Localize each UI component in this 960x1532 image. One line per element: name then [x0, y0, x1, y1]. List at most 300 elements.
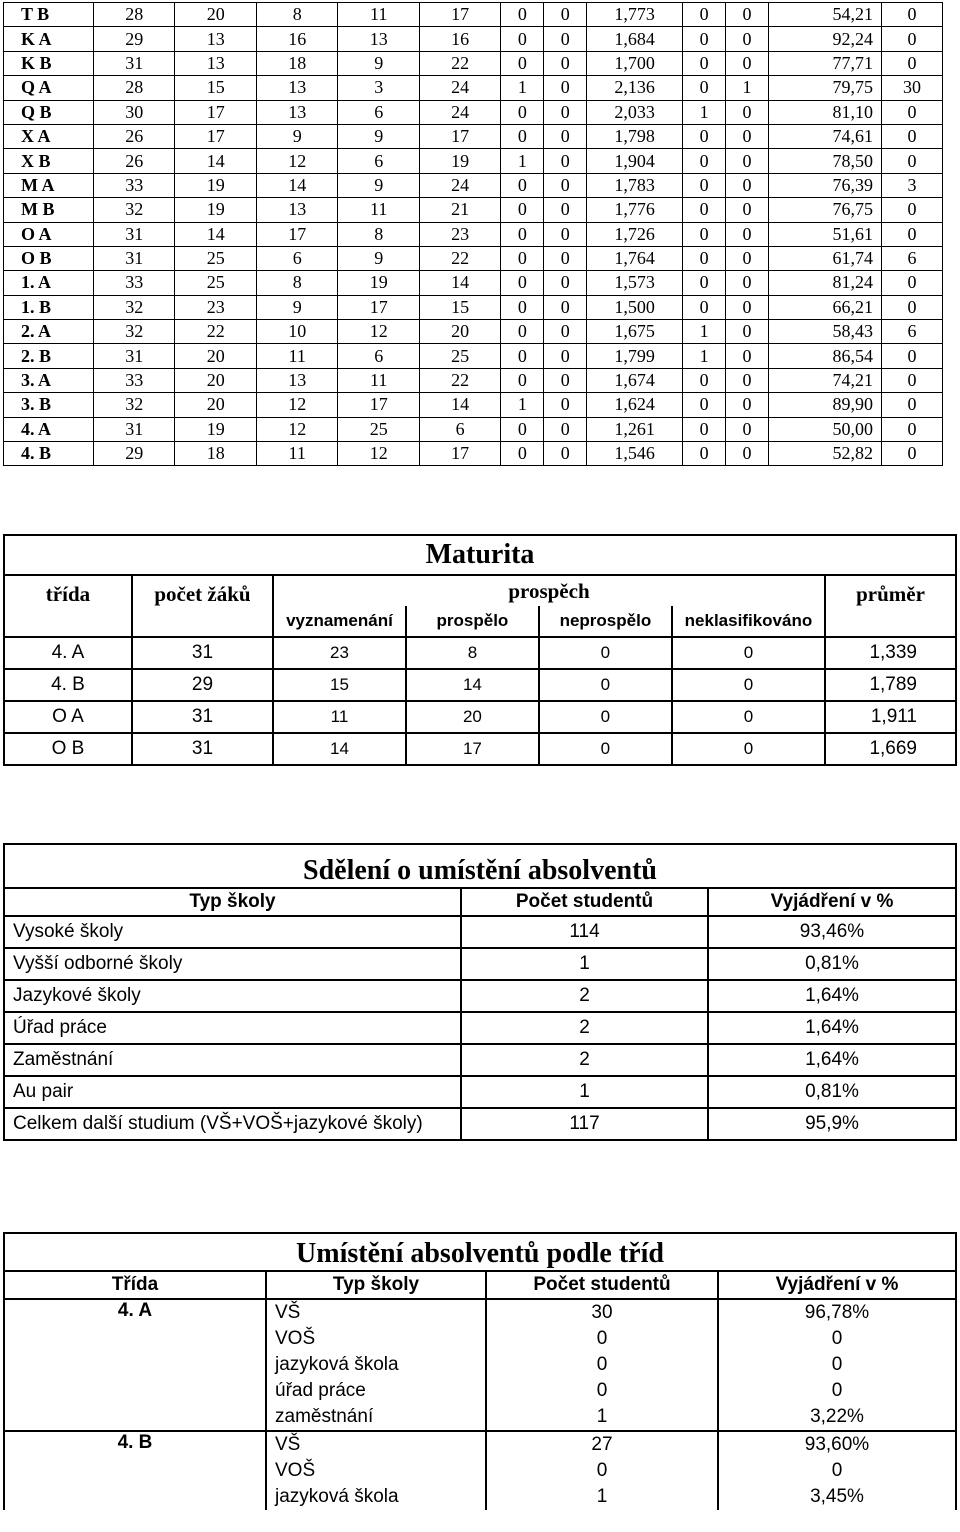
stat-cell: 0 [726, 295, 769, 319]
stat-cell: 13 [175, 27, 256, 51]
stat-cell: 0 [726, 246, 769, 270]
stat-cell: 0 [683, 124, 726, 148]
stat-cell: 1 [683, 344, 726, 368]
class-stats-row [4, 320, 943, 344]
pbc-percent: 93,60% [718, 1431, 956, 1458]
stat-cell: 0 [882, 222, 943, 246]
maturita-cell: 31 [132, 701, 273, 733]
placement-cell: 1,64% [708, 1012, 956, 1044]
stat-cell: 31 [94, 246, 175, 270]
maturita-row [4, 637, 956, 669]
placement-row [4, 948, 956, 980]
pbc-percent: 0 [718, 1326, 956, 1352]
placement-cell: Zaměstnání [4, 1044, 461, 1076]
stat-cell: 1 [501, 76, 544, 100]
stat-cell: 1,675 [587, 320, 683, 344]
stat-cell: 17 [338, 393, 419, 417]
placement-cell: 114 [461, 916, 708, 948]
stat-cell: 23 [175, 295, 256, 319]
stat-cell: 0 [544, 222, 587, 246]
pbc-header-type: Typ školy [266, 1271, 486, 1299]
placement-cell: Vyšší odborné školy [4, 948, 461, 980]
stat-cell: 13 [256, 76, 337, 100]
pbc-type: jazyková škola [266, 1352, 486, 1378]
pbc-count: 1 [486, 1484, 718, 1510]
class-label: 1. B [4, 295, 94, 319]
stat-cell: 6 [338, 344, 419, 368]
stat-cell: 18 [256, 51, 337, 75]
stat-cell: 25 [175, 246, 256, 270]
stat-cell: 1,684 [587, 27, 683, 51]
class-stats-row [4, 149, 943, 173]
stat-cell: 6 [338, 100, 419, 124]
maturita-header-average: průměr [825, 575, 956, 637]
stat-cell: 89,90 [769, 393, 882, 417]
maturita-cell: 31 [132, 733, 273, 765]
stat-cell: 20 [419, 320, 500, 344]
stat-cell: 16 [256, 27, 337, 51]
stat-cell: 0 [882, 27, 943, 51]
stat-cell: 0 [683, 271, 726, 295]
stat-cell: 0 [882, 271, 943, 295]
maturita-cell: O A [4, 701, 132, 733]
stat-cell: 1,261 [587, 417, 683, 441]
stat-cell: 0 [882, 295, 943, 319]
stat-cell: 20 [175, 393, 256, 417]
stat-cell: 14 [175, 149, 256, 173]
stat-cell: 0 [501, 222, 544, 246]
stat-cell: 0 [544, 100, 587, 124]
stat-cell: 51,61 [769, 222, 882, 246]
stat-cell: 15 [175, 76, 256, 100]
pbc-header-class: Třída [4, 1271, 266, 1299]
stat-cell: 6 [882, 246, 943, 270]
stat-cell: 0 [726, 51, 769, 75]
stat-cell: 0 [683, 173, 726, 197]
stat-cell: 79,75 [769, 76, 882, 100]
stat-cell: 12 [256, 149, 337, 173]
placement-row [4, 1076, 956, 1108]
maturita-cell: 0 [539, 637, 672, 669]
stat-cell: 0 [544, 3, 587, 27]
placement-cell: 1,64% [708, 1044, 956, 1076]
stat-cell: 20 [175, 3, 256, 27]
stat-cell: 0 [501, 124, 544, 148]
maturita-cell: 0 [672, 701, 825, 733]
class-label: Q A [4, 76, 94, 100]
stat-cell: 33 [94, 368, 175, 392]
placement-cell: 1 [461, 948, 708, 980]
class-stats-body [4, 3, 943, 466]
pbc-row [4, 1299, 956, 1326]
stat-cell: 19 [419, 149, 500, 173]
class-stats-row [4, 344, 943, 368]
maturita-cell: 23 [273, 637, 406, 669]
class-stats-row [4, 368, 943, 392]
stat-cell: 0 [544, 320, 587, 344]
stat-cell: 58,43 [769, 320, 882, 344]
stat-cell: 1,500 [587, 295, 683, 319]
stat-cell: 0 [726, 198, 769, 222]
stat-cell: 33 [94, 173, 175, 197]
maturita-header-class: třída [4, 575, 132, 637]
class-label: K B [4, 51, 94, 75]
maturita-cell: 11 [273, 701, 406, 733]
class-label: 3. A [4, 368, 94, 392]
class-label: O A [4, 222, 94, 246]
stat-cell: 24 [419, 76, 500, 100]
stat-cell: 14 [175, 222, 256, 246]
stat-cell: 26 [94, 149, 175, 173]
stat-cell: 0 [726, 173, 769, 197]
stat-cell: 81,10 [769, 100, 882, 124]
stat-cell: 0 [882, 417, 943, 441]
stat-cell: 76,75 [769, 198, 882, 222]
stat-cell: 0 [726, 124, 769, 148]
stat-cell: 0 [726, 320, 769, 344]
maturita-cell: 29 [132, 669, 273, 701]
stat-cell: 0 [501, 442, 544, 466]
stat-cell: 12 [338, 442, 419, 466]
maturita-cell: 0 [672, 637, 825, 669]
stat-cell: 29 [94, 442, 175, 466]
stat-cell: 0 [501, 27, 544, 51]
pbc-count: 1 [486, 1404, 718, 1431]
stat-cell: 26 [94, 124, 175, 148]
stat-cell: 2,033 [587, 100, 683, 124]
stat-cell: 21 [419, 198, 500, 222]
stat-cell: 0 [882, 124, 943, 148]
stat-cell: 10 [256, 320, 337, 344]
maturita-title: Maturita [4, 535, 956, 575]
stat-cell: 0 [501, 173, 544, 197]
class-label: X A [4, 124, 94, 148]
placement-cell: 2 [461, 1012, 708, 1044]
stat-cell: 31 [94, 222, 175, 246]
stat-cell: 0 [501, 198, 544, 222]
pbc-row [4, 1431, 956, 1458]
pbc-type: VOŠ [266, 1326, 486, 1352]
stat-cell: 0 [882, 442, 943, 466]
class-label: 4. B [4, 442, 94, 466]
stat-cell: 1,798 [587, 124, 683, 148]
stat-cell: 0 [544, 149, 587, 173]
stat-cell: 32 [94, 393, 175, 417]
stat-cell: 17 [338, 295, 419, 319]
stat-cell: 6 [419, 417, 500, 441]
stat-cell: 22 [419, 51, 500, 75]
maturita-cell: 1,669 [825, 733, 956, 765]
pbc-percent: 96,78% [718, 1299, 956, 1326]
maturita-table [3, 534, 957, 766]
maturita-cell: 4. A [4, 637, 132, 669]
class-stats-row [4, 51, 943, 75]
stat-cell: 52,82 [769, 442, 882, 466]
pbc-type: úřad práce [266, 1378, 486, 1404]
maturita-sub-failed: neprospělo [539, 606, 672, 637]
class-label: 2. B [4, 344, 94, 368]
stat-cell: 0 [683, 76, 726, 100]
placement-by-class-body [4, 1299, 956, 1510]
stat-cell: 11 [256, 442, 337, 466]
pbc-type: VŠ [266, 1299, 486, 1326]
maturita-sub-unclassified: neklasifikováno [672, 606, 825, 637]
maturita-body [4, 637, 956, 765]
stat-cell: 13 [338, 27, 419, 51]
stat-cell: 28 [94, 76, 175, 100]
stat-cell: 0 [726, 393, 769, 417]
maturita-cell: 20 [406, 701, 539, 733]
pbc-header-count: Počet studentů [486, 1271, 718, 1299]
placement-row [4, 980, 956, 1012]
stat-cell: 17 [256, 222, 337, 246]
placement-cell: 1,64% [708, 980, 956, 1012]
placement-cell: 2 [461, 1044, 708, 1076]
maturita-cell: O B [4, 733, 132, 765]
stat-cell: 1,674 [587, 368, 683, 392]
stat-cell: 13 [256, 100, 337, 124]
stat-cell: 0 [501, 100, 544, 124]
stat-cell: 0 [501, 51, 544, 75]
maturita-cell: 0 [539, 701, 672, 733]
stat-cell: 1 [501, 149, 544, 173]
class-label: O B [4, 246, 94, 270]
stat-cell: 32 [94, 320, 175, 344]
pbc-percent: 3,22% [718, 1404, 956, 1431]
pbc-type: VOŠ [266, 1458, 486, 1484]
maturita-row [4, 701, 956, 733]
stat-cell: 78,50 [769, 149, 882, 173]
stat-cell: 19 [175, 198, 256, 222]
maturita-cell: 14 [406, 669, 539, 701]
stat-cell: 0 [726, 442, 769, 466]
placement-cell: Celkem další studium (VŠ+VOŠ+jazykové školy) [4, 1108, 461, 1140]
stat-cell: 0 [544, 51, 587, 75]
placement-cell: Au pair [4, 1076, 461, 1108]
stat-cell: 1,773 [587, 3, 683, 27]
maturita-cell: 0 [672, 733, 825, 765]
stat-cell: 23 [419, 222, 500, 246]
stat-cell: 92,24 [769, 27, 882, 51]
stat-cell: 1,726 [587, 222, 683, 246]
stat-cell: 31 [94, 417, 175, 441]
pbc-count: 0 [486, 1352, 718, 1378]
stat-cell: 0 [882, 198, 943, 222]
placement-cell: 0,81% [708, 948, 956, 980]
pbc-count: 27 [486, 1431, 718, 1458]
maturita-row [4, 669, 956, 701]
stat-cell: 0 [683, 393, 726, 417]
pbc-percent: 3,45% [718, 1484, 956, 1510]
stat-cell: 1,783 [587, 173, 683, 197]
pbc-class-label: 4. B [4, 1431, 266, 1510]
stat-cell: 18 [175, 442, 256, 466]
stat-cell: 19 [175, 417, 256, 441]
stat-cell: 12 [256, 417, 337, 441]
maturita-header-students: počet žáků [132, 575, 273, 637]
stat-cell: 9 [256, 124, 337, 148]
placement-cell: Vysoké školy [4, 916, 461, 948]
stat-cell: 2,136 [587, 76, 683, 100]
stat-cell: 12 [256, 393, 337, 417]
stat-cell: 0 [501, 246, 544, 270]
stat-cell: 0 [501, 344, 544, 368]
pbc-count: 0 [486, 1458, 718, 1484]
stat-cell: 0 [544, 295, 587, 319]
stat-cell: 16 [419, 27, 500, 51]
placement-table [3, 843, 957, 1141]
class-stats-row [4, 100, 943, 124]
placement-cell: 93,46% [708, 916, 956, 948]
placement-title: Sdělení o umístění absolventů [4, 844, 956, 888]
stat-cell: 0 [683, 295, 726, 319]
stat-cell: 9 [338, 173, 419, 197]
class-label: 3. B [4, 393, 94, 417]
stat-cell: 13 [256, 198, 337, 222]
pbc-type: VŠ [266, 1431, 486, 1458]
placement-cell: 95,9% [708, 1108, 956, 1140]
maturita-cell: 4. B [4, 669, 132, 701]
class-label: 2. A [4, 320, 94, 344]
stat-cell: 13 [175, 51, 256, 75]
placement-row [4, 1044, 956, 1076]
stat-cell: 20 [175, 344, 256, 368]
stat-cell: 11 [338, 198, 419, 222]
class-label: T B [4, 3, 94, 27]
stat-cell: 9 [338, 246, 419, 270]
class-label: M B [4, 198, 94, 222]
stat-cell: 0 [544, 417, 587, 441]
stat-cell: 33 [94, 271, 175, 295]
pbc-count: 30 [486, 1299, 718, 1326]
maturita-cell: 8 [406, 637, 539, 669]
stat-cell: 9 [256, 295, 337, 319]
class-label: 4. A [4, 417, 94, 441]
stat-cell: 29 [94, 27, 175, 51]
stat-cell: 0 [882, 393, 943, 417]
placement-cell: 117 [461, 1108, 708, 1140]
stat-cell: 0 [544, 76, 587, 100]
maturita-cell: 1,789 [825, 669, 956, 701]
maturita-sub-honors: vyznamenání [273, 606, 406, 637]
stat-cell: 0 [501, 320, 544, 344]
stat-cell: 12 [338, 320, 419, 344]
stat-cell: 13 [256, 368, 337, 392]
placement-header-type: Typ školy [4, 888, 461, 916]
stat-cell: 81,24 [769, 271, 882, 295]
stat-cell: 25 [338, 417, 419, 441]
pbc-header-percent: Vyjádření v % [718, 1271, 956, 1299]
stat-cell: 0 [544, 271, 587, 295]
stat-cell: 1,764 [587, 246, 683, 270]
stat-cell: 74,21 [769, 368, 882, 392]
stat-cell: 1,624 [587, 393, 683, 417]
stat-cell: 3 [882, 173, 943, 197]
stat-cell: 61,74 [769, 246, 882, 270]
maturita-cell: 1,911 [825, 701, 956, 733]
class-stats-row [4, 76, 943, 100]
stat-cell: 86,54 [769, 344, 882, 368]
stat-cell: 50,00 [769, 417, 882, 441]
placement-cell: Úřad práce [4, 1012, 461, 1044]
stat-cell: 0 [544, 173, 587, 197]
stat-cell: 0 [882, 149, 943, 173]
stat-cell: 32 [94, 198, 175, 222]
class-label: M A [4, 173, 94, 197]
stat-cell: 17 [175, 124, 256, 148]
placement-by-class-table [3, 1232, 957, 1510]
stat-cell: 0 [501, 295, 544, 319]
stat-cell: 74,61 [769, 124, 882, 148]
maturita-sub-passed: prospělo [406, 606, 539, 637]
stat-cell: 30 [94, 100, 175, 124]
class-stats-row [4, 173, 943, 197]
maturita-cell: 0 [672, 669, 825, 701]
stat-cell: 11 [338, 3, 419, 27]
stat-cell: 14 [419, 271, 500, 295]
stat-cell: 0 [726, 222, 769, 246]
maturita-cell: 0 [539, 669, 672, 701]
class-stats-row [4, 124, 943, 148]
stat-cell: 8 [256, 271, 337, 295]
maturita-cell: 31 [132, 637, 273, 669]
stat-cell: 0 [501, 271, 544, 295]
stat-cell: 0 [726, 149, 769, 173]
stat-cell: 1,776 [587, 198, 683, 222]
stat-cell: 17 [419, 124, 500, 148]
stat-cell: 31 [94, 51, 175, 75]
pbc-count: 0 [486, 1378, 718, 1404]
stat-cell: 1,573 [587, 271, 683, 295]
placement-header-count: Počet studentů [461, 888, 708, 916]
stat-cell: 11 [338, 368, 419, 392]
placement-cell: 2 [461, 980, 708, 1012]
class-stats-row [4, 246, 943, 270]
pbc-percent: 0 [718, 1458, 956, 1484]
placement-cell: Jazykové školy [4, 980, 461, 1012]
stat-cell: 1,799 [587, 344, 683, 368]
class-label: X B [4, 149, 94, 173]
stat-cell: 0 [501, 417, 544, 441]
placement-row [4, 916, 956, 948]
stat-cell: 24 [419, 173, 500, 197]
stat-cell: 1 [501, 393, 544, 417]
stat-cell: 76,39 [769, 173, 882, 197]
stat-cell: 17 [419, 442, 500, 466]
stat-cell: 31 [94, 344, 175, 368]
stat-cell: 3 [338, 76, 419, 100]
stat-cell: 0 [544, 344, 587, 368]
stat-cell: 22 [419, 246, 500, 270]
stat-cell: 8 [256, 3, 337, 27]
stat-cell: 17 [175, 100, 256, 124]
class-stats-row [4, 271, 943, 295]
stat-cell: 19 [175, 173, 256, 197]
class-stats-row [4, 27, 943, 51]
stat-cell: 0 [544, 246, 587, 270]
stat-cell: 8 [338, 222, 419, 246]
stat-cell: 0 [683, 442, 726, 466]
stat-cell: 0 [683, 149, 726, 173]
stat-cell: 28 [94, 3, 175, 27]
placement-cell: 0,81% [708, 1076, 956, 1108]
stat-cell: 0 [726, 344, 769, 368]
placement-body [4, 916, 956, 1140]
class-stats-row [4, 222, 943, 246]
stat-cell: 25 [419, 344, 500, 368]
stat-cell: 0 [683, 417, 726, 441]
stat-cell: 0 [544, 393, 587, 417]
